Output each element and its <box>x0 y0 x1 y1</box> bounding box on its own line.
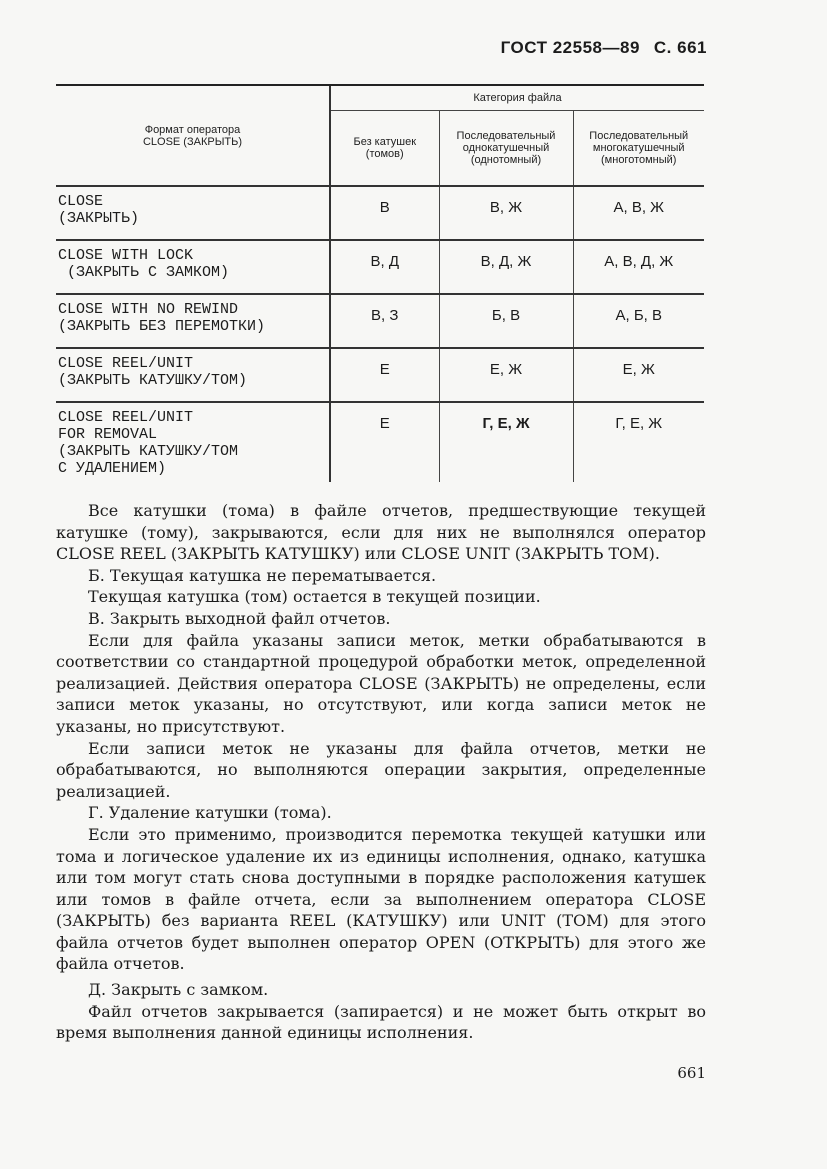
table-row <box>56 402 704 482</box>
cell-multi-reel: Г, Е, Ж <box>573 402 704 482</box>
paragraph: Файл отчетов закрывается (запирается) и не может быть открыт во время выполнения данной единицы исполнения. <box>56 1001 706 1043</box>
table-row <box>56 294 704 348</box>
cell-single-reel: Е, Ж <box>439 348 573 402</box>
table-row <box>56 240 704 294</box>
table-row <box>56 186 704 240</box>
operator-table <box>56 84 704 482</box>
cell-multi-reel: А, В, Ж <box>573 186 704 240</box>
operator-cell: CLOSE WITH LOCK (ЗАКРЫТЬ С ЗАМКОМ) <box>56 240 330 294</box>
col-multi-reel-header: Последовательный многокатушечный (многотомный) <box>573 110 704 186</box>
cell-multi-reel: А, В, Д, Ж <box>573 240 704 294</box>
running-header <box>501 38 707 58</box>
paragraph: В. Закрыть выходной файл отчетов. <box>88 608 391 628</box>
cell-no-reels: В <box>330 186 439 240</box>
cell-multi-reel: Е, Ж <box>573 348 704 402</box>
operator-cell: CLOSE WITH NO REWIND (ЗАКРЫТЬ БЕЗ ПЕРЕМОТКИ) <box>56 294 330 348</box>
cell-no-reels: В, З <box>330 294 439 348</box>
col-single-reel-header: Последовательный однокатушечный (однотомный) <box>439 110 573 186</box>
paragraph: Г. Удаление катушки (тома). <box>88 803 332 823</box>
col-no-reels-header: Без катушек (томов) <box>330 110 439 186</box>
paragraph: Если для файла указаны записи меток, метки обрабатываются в соответствии со стандартной процедурой обработки меток, определенной реализацией. Действия оператора CLOSE (ЗАКРЫТЬ) не определены, если записи меток указаны, но отсутствуют, или когда записи меток не указаны, но присутствуют. <box>56 630 706 736</box>
operator-cell: CLOSE (ЗАКРЫТЬ) <box>56 186 330 240</box>
standard-title: ГОСТ 22558—89 <box>500 38 640 57</box>
cell-single-reel: В, Д, Ж <box>439 240 573 294</box>
paragraph: Все катушки (тома) в файле отчетов, предшествующие текущей катушке (тому), закрываются, если для них не выполнялся оператор CLOSE REEL (ЗАКРЫТЬ КАТУШКУ) или CLOSE UNIT (ЗАКРЫТЬ ТОМ). <box>56 501 706 564</box>
cell-single-reel: Б, В <box>439 294 573 348</box>
cell-no-reels: Е <box>330 402 439 482</box>
paragraph: Если записи меток не указаны для файла отчетов, метки не обрабатываются, но выполняются операции закрытия, определенные реализацией. <box>56 738 706 801</box>
cell-single-reel: В, Ж <box>439 186 573 240</box>
operator-cell: CLOSE REEL/UNIT FOR REMOVAL (ЗАКРЫТЬ КАТУШКУ/ТОМ С УДАЛЕНИЕМ) <box>56 402 330 482</box>
cell-no-reels: Е <box>330 348 439 402</box>
cell-multi-reel: А, Б, В <box>573 294 704 348</box>
page-number: 661 <box>677 1064 706 1082</box>
paragraph: Д. Закрыть с замком. <box>88 980 269 1000</box>
table-row <box>56 348 704 402</box>
paragraph: Если это применимо, производится перемотка текущей катушки или тома и логическое удаление их из единицы исполнения, однако, катушка или том могут стать снова доступными в порядке расположения катушек или томов в файле отчета, если за выполнением оператора CLOSE (ЗАКРЫТЬ) без варианта REEL (КАТУШКУ) или UNIT (ТОМ) для этого файла отчетов будет выполнен оператор OPEN (ОТКРЫТЬ) для этого же файла отчетов. <box>56 824 706 974</box>
cell-no-reels: В, Д <box>330 240 439 294</box>
paragraph: Текущая катушка (том) остается в текущей позиции. <box>88 587 541 607</box>
cell-single-reel: Г, Е, Ж <box>439 402 573 482</box>
operator-cell: CLOSE REEL/UNIT (ЗАКРЫТЬ КАТУШКУ/ТОМ) <box>56 348 330 402</box>
body-text <box>56 500 706 1044</box>
file-category-header: Категория файла <box>330 86 704 110</box>
page-ref: С. 661 <box>653 38 707 57</box>
operator-format-header: Формат оператора CLOSE (ЗАКРЫТЬ) <box>142 123 243 148</box>
paragraph: Б. Текущая катушка не перематывается. <box>88 565 437 585</box>
